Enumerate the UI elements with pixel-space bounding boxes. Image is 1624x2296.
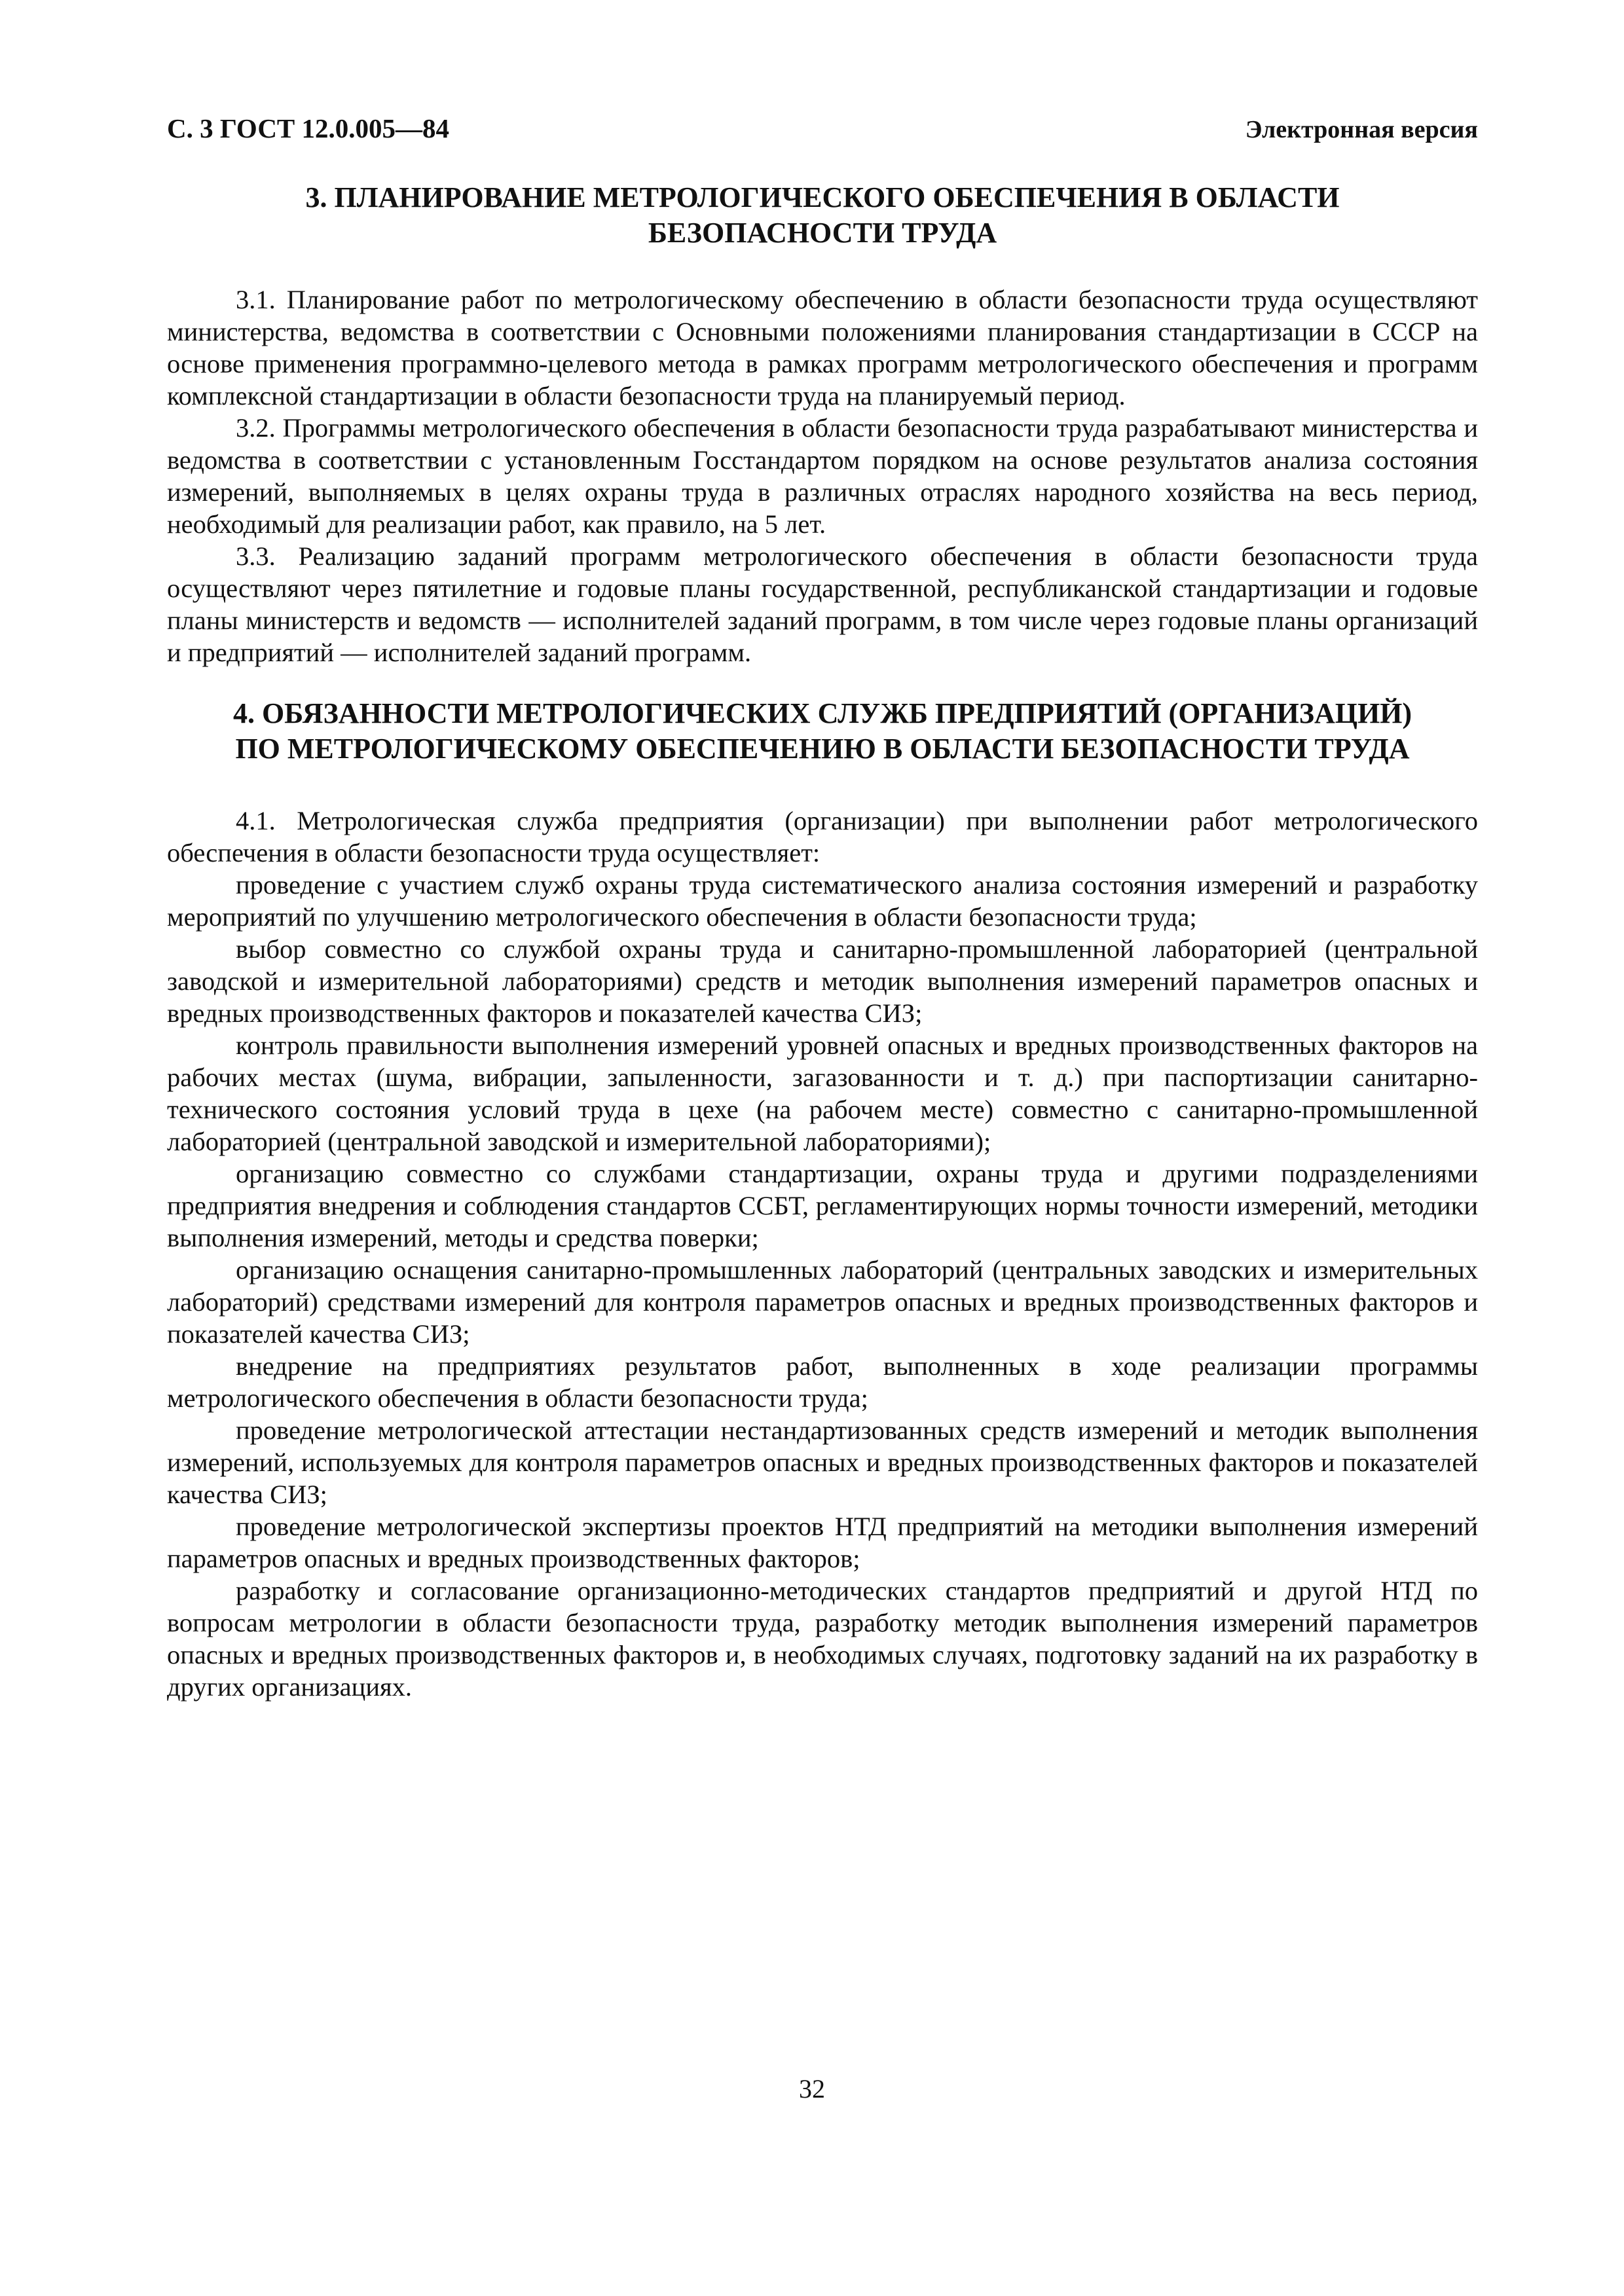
list-item: проведение метрологической экспертизы проектов НТД предприятий на методики выполнения измерений параметров опасных и вредных производственных факторов; — [167, 1512, 1478, 1573]
list-item: внедрение на предприятиях результатов работ, выполненных в ходе реализации программы метрологического обеспечения в области безопасности труда; — [167, 1351, 1478, 1413]
list-item: контроль правильности выполнения измерений уровней опасных и вредных производственных факторов на рабочих местах (шума, вибрации, запыленности, загазованности и т. д.) при паспортизации санитарно-технического состояния условий труда в цехе (на рабочем месте) совместно с санитарно-промышленной лабораторией (центральной заводской и измерительной лабораториями); — [167, 1030, 1478, 1156]
section-4 — [167, 696, 1478, 1703]
list-item: выбор совместно со службой охраны труда и санитарно-промышленной лабораторией (центральной заводской и измерительной лабораториями) средств и методик выполнения измерений параметров опасных и вредных производственных факторов и показателей качества СИЗ; — [167, 934, 1478, 1028]
list-item: проведение с участием служб охраны труда систематического анализа состояния измерений и разработку мероприятий по улучшению метрологического обеспечения в области безопасности труда; — [167, 870, 1478, 932]
list-item: организацию оснащения санитарно-промышленных лабораторий (центральных заводских и измерительных лабораторий) средствами измерений для контроля параметров опасных и вредных производственных факторов и показателей качества СИЗ; — [167, 1255, 1478, 1349]
section-heading: 3. ПЛАНИРОВАНИЕ МЕТРОЛОГИЧЕСКОГО ОБЕСПЕЧЕНИЯ В ОБЛАСТИ БЕЗОПАСНОСТИ ТРУДА — [305, 181, 1340, 249]
section-body — [167, 283, 1478, 668]
list-item: проведение метрологической аттестации нестандартизованных средств измерений и методик выполнения измерений, используемых для контроля параметров опасных и вредных производственных факторов и показателей качества СИЗ; — [167, 1415, 1478, 1509]
standard-designation: С. 3 ГОСТ 12.0.005—84 — [167, 113, 450, 143]
electronic-version-label: Электронная версия — [1245, 116, 1478, 143]
paragraph-3-2: 3.2. Программы метрологического обеспечения в области безопасности труда разрабатывают министерства и ведомства в соответствии с установленным Госстандартом порядком на основе результатов анализа состояния измерений, выполняемых в целях охраны труда в различных отраслях народного хозяйства на весь период, необходимый для реализации работ, как правило, на 5 лет. — [167, 413, 1478, 539]
section-3 — [167, 180, 1478, 668]
section-body — [167, 805, 1478, 1703]
list-item: организацию совместно со службами стандартизации, охраны труда и другими подразделениями предприятия внедрения и соблюдения стандартов ССБТ, регламентирующих нормы точности измерений, методики выполнения измерений, методы и средства поверки; — [167, 1159, 1478, 1252]
running-header — [167, 113, 1478, 152]
page-content — [167, 180, 1478, 1703]
section-heading: 4. ОБЯЗАННОСТИ МЕТРОЛОГИЧЕСКИХ СЛУЖБ ПРЕДПРИЯТИЙ (ОРГАНИЗАЦИЙ) ПО МЕТРОЛОГИЧЕСКОМУ ОБЕСПЕЧЕНИЮ В ОБЛАСТИ БЕЗОПАСНОСТИ ТРУДА — [232, 697, 1412, 765]
paragraph-4-1: 4.1. Метрологическая служба предприятия (организации) при выполнении работ метрологического обеспечения в области безопасности труда осуществляет: — [167, 806, 1478, 867]
page-number: 32 — [799, 2074, 825, 2104]
paragraph-3-1: 3.1. Планирование работ по метрологическому обеспечению в области безопасности труда осуществляют министерства, ведомства в соответствии с Основными положениями планирования стандартизации в СССР на основе применения программно-целевого метода в рамках программ метрологического обеспечения и программ комплексной стандартизации в области безопасности труда на планируемый период. — [167, 285, 1478, 410]
list-item: разработку и согласование организационно-методических стандартов предприятий и другой НТД по вопросам метрологии в области безопасности труда, разработку методик выполнения измерений параметров опасных и вредных производственных факторов и, в необходимых случаях, подготовку заданий на их разработку в других организациях. — [167, 1576, 1478, 1702]
paragraph-3-3: 3.3. Реализацию заданий программ метрологического обеспечения в области безопасности труда осуществляют через пятилетние и годовые планы государственной, республиканской стандартизации и годовые планы министерств и ведомств — исполнителей заданий программ, в том числе через годовые планы организаций и предприятий — исполнителей заданий программ. — [167, 541, 1478, 667]
